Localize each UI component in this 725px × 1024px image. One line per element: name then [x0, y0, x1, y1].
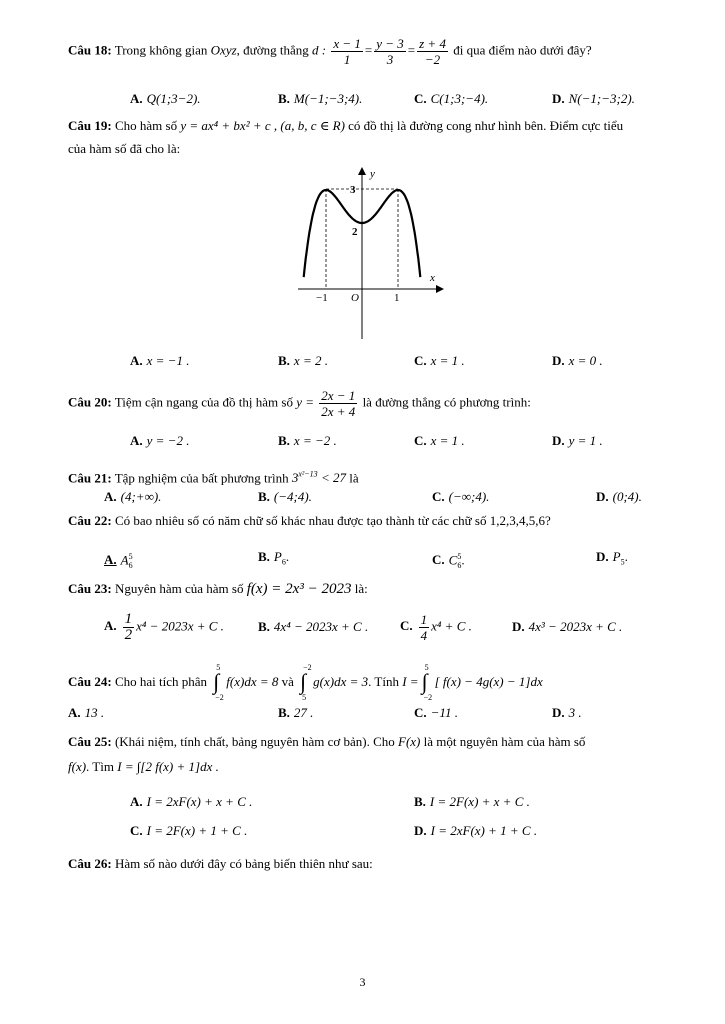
question-text: là: [354, 581, 368, 596]
question-21 [68, 466, 685, 487]
question-text: đi qua điểm nào dưới đây? [453, 42, 592, 58]
answer-option-c[interactable]: C. $\frac{1}{4}$ x⁴ + C . [400, 612, 472, 643]
y-axis-label: y [370, 168, 375, 180]
answer-option-a[interactable]: A. (4;+∞). [104, 489, 162, 504]
answer-option-d[interactable]: D. (0;4). [596, 489, 642, 504]
integral-sign: 5 ∫ −2 [213, 663, 224, 702]
answer-option-d[interactable]: D. $P_5$. [596, 549, 628, 567]
function-expression: y = ax⁴ + bx² + c , [180, 118, 278, 133]
integral-sign: −2 ∫ 5 [300, 663, 312, 702]
tick-label-1: 1 [394, 292, 400, 304]
fraction-y: $\frac{y - 3}{3}$ [376, 36, 404, 67]
question-26 [68, 855, 685, 873]
question-22 [68, 512, 685, 530]
question-18: Câu 18: Trong không gian Oxyz, đường thẳng d : $\frac{x - 1}{1}$ = $\frac{y - 3}{3}$ = $\frac{z + 4}{-2}$ đi qua điểm nào dưới đây? [68, 36, 592, 67]
question-number: Câu 19: [68, 118, 112, 133]
tick-label-3: 3 [350, 184, 356, 196]
origin-label: O [351, 292, 359, 304]
question-text: có đồ thị là đường cong như hình bên. Điểm cực tiểu [348, 118, 624, 133]
answer-option-a[interactable]: A. 13 . [68, 705, 105, 720]
answer-option-d[interactable]: D. 3 . [552, 705, 582, 720]
question-19-cont: của hàm số đã cho là: [68, 141, 181, 156]
question-number: Câu 25: [68, 734, 112, 749]
page-number: 3 [359, 975, 366, 989]
answer-option-c[interactable]: C. x = 1 . [414, 433, 465, 448]
answer-option-d[interactable]: D. x = 0 . [552, 353, 603, 368]
answer-option-b[interactable]: B. $P_6$. [258, 549, 290, 567]
question-text: Cho hàm số [114, 118, 178, 133]
question-20: Câu 20: Tiệm cận ngang của đồ thị hàm số y = $\frac{2x - 1}{2x + 4}$ là đường thẳng có phương trình: [68, 388, 531, 419]
question-number: Câu 18: [68, 42, 112, 58]
question-number: Câu 24: [68, 673, 112, 689]
answer-option-a[interactable]: A. y = −2 . [130, 433, 190, 448]
integral-sign: 5 ∫ −2 [421, 663, 433, 702]
answer-option-c[interactable]: C. I = 2F(x) + 1 + C . [130, 823, 248, 838]
answer-option-b[interactable]: B. M(−1;−3;4). [278, 91, 363, 106]
question-text: Hàm số nào dưới đây có bảng biến thiên như sau: [114, 856, 373, 871]
function-expression: f(x) = 2x³ − 2023 [246, 581, 352, 597]
answer-option-d[interactable]: D. N(−1;−3;2). [552, 91, 635, 106]
fraction-z: $\frac{z + 4}{-2}$ [419, 36, 446, 67]
question-text: là đường thẳng có phương trình: [362, 394, 531, 410]
question-text: , đường thẳng [236, 42, 309, 58]
answer-option-a[interactable]: A. Q(1;3−2). [130, 91, 201, 106]
question-number: Câu 20: [68, 394, 112, 410]
question-number: Câu 22: [68, 513, 112, 528]
answer-option-c[interactable]: C. (−∞;4). [432, 489, 490, 504]
coordinate-space: Oxyz [210, 42, 237, 58]
question-number: Câu 21: [68, 470, 112, 486]
answer-option-c[interactable]: C. C(1;3;−4). [414, 91, 489, 106]
question-text: Tiệm cận ngang của đồ thị hàm số [114, 394, 293, 410]
answer-option-b[interactable]: B. (−4;4). [258, 489, 312, 504]
answer-option-d[interactable]: D. 4x³ − 2023x + C . [512, 619, 623, 634]
answer-option-c[interactable]: C. −11 . [414, 705, 458, 720]
tick-label-2: 2 [352, 226, 358, 238]
answer-option-a[interactable]: A. $A^5_6$ [104, 552, 133, 570]
question-text: Trong không gian [114, 42, 208, 58]
answer-option-a[interactable]: A. I = 2xF(x) + x + C . [130, 794, 253, 809]
answer-option-b[interactable]: B. I = 2F(x) + x + C . [414, 794, 530, 809]
question-number: Câu 26: [68, 856, 112, 871]
answer-option-d[interactable]: D. y = 1 . [552, 433, 603, 448]
answer-option-b[interactable]: B. x = −2 . [278, 433, 337, 448]
question-number: Câu 23: [68, 581, 112, 596]
fraction: $\frac{2x - 1}{2x + 4}$ [321, 388, 356, 419]
answer-option-c[interactable]: C. x = 1 . [414, 353, 465, 368]
question-23 [68, 580, 685, 598]
question-19 [68, 117, 685, 135]
question-text: là một nguyên hàm của hàm số [423, 734, 586, 749]
question-25-cont: f(x). Tìm I = ∫[2 f(x) + 1]dx . [68, 759, 219, 774]
question-text: Có bao nhiêu số có năm chữ số khác nhau được tạo thành từ các chữ số 1,2,3,4,5,6? [114, 513, 551, 528]
inequality: $3^{x^2-13} < 27$ [291, 470, 346, 486]
answer-option-b[interactable]: B. 27 . [278, 705, 314, 720]
question-24: Câu 24: Cho hai tích phân 5 ∫ −2 f(x)dx = 8 và −2 ∫ 5 g(x)dx = 3. Tính I = 5 ∫ −2 [ f(x) − 4g(x) − 1]dx [68, 663, 543, 702]
question-text: (Khái niệm, tính chất, bảng nguyên hàm cơ bản). Cho [114, 734, 395, 749]
line-name: d : [311, 42, 327, 58]
answer-option-c[interactable]: C. $C^5_6$. [432, 552, 465, 570]
answer-option-d[interactable]: D. I = 2xF(x) + 1 + C . [414, 823, 538, 838]
question-text: Nguyên hàm của hàm số [114, 581, 244, 596]
answer-option-b[interactable]: B. 4x⁴ − 2023x + C . [258, 619, 369, 634]
fraction-x: $\frac{x - 1}{1}$ [333, 36, 361, 67]
condition: (a, b, c ∈ R) [280, 118, 345, 133]
x-axis-label: x [430, 272, 435, 284]
answer-option-a[interactable]: A. x = −1 . [130, 353, 190, 368]
question-text: Tập nghiệm của bất phương trình [114, 470, 289, 486]
question-text: là [349, 470, 359, 486]
question-25: Câu 25: (Khái niệm, tính chất, bảng nguyên hàm cơ bản). Cho F(x) là một nguyên hàm của hàm số [68, 734, 586, 749]
answer-option-b[interactable]: B. x = 2 . [278, 353, 328, 368]
answer-option-a[interactable]: A. $\frac{1}{2}$ x⁴ − 2023x + C . [104, 611, 224, 643]
question-text: Cho hai tích phân [114, 673, 208, 689]
function-graph [290, 165, 450, 343]
tick-label-minus-1: −1 [316, 292, 328, 304]
